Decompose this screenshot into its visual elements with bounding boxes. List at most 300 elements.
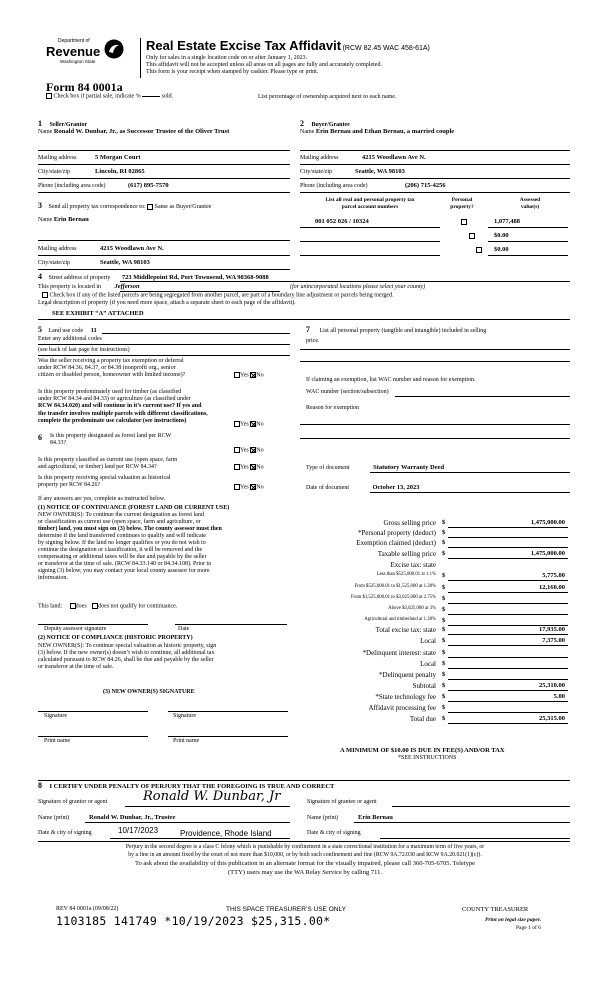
rule <box>300 438 570 439</box>
rule <box>300 361 570 362</box>
rule <box>38 624 148 625</box>
print-label: Print name <box>44 738 71 744</box>
this-land-label: This land: <box>38 603 63 610</box>
buyer-city-value[interactable]: Seattle, WA 98103 <box>355 168 405 175</box>
assessed-value[interactable]: 1,077,488 <box>494 218 520 225</box>
rule <box>300 227 440 228</box>
timber-question <box>38 389 233 425</box>
yn-timber <box>234 421 264 429</box>
corr-city-label: City/state/zip <box>38 260 70 266</box>
if-any: If any answers are yes, complete as instructed below. <box>38 496 166 502</box>
cashier-stamp: 1103185 141749 *10/19/2023 $25,315.00* <box>56 914 331 928</box>
doc-date <box>306 484 419 492</box>
grantee-name[interactable]: Erin Bernau <box>358 814 393 821</box>
rule <box>488 227 568 228</box>
tax-row-label: *Delinquent interest: state <box>362 649 436 657</box>
rule <box>168 711 288 712</box>
q-line: property per RCW 84.26? <box>38 482 101 489</box>
seller-name-label: Name <box>38 129 53 135</box>
dollar-sign: $ <box>442 617 446 624</box>
dollar-sign: $ <box>442 637 446 644</box>
corr-mail-label: Mailing address <box>38 246 77 252</box>
segregated-checkbox[interactable] <box>42 292 48 298</box>
dollar-sign: $ <box>442 715 446 722</box>
corr-mail-value[interactable]: 4215 Woodlawn Ave N. <box>100 245 164 252</box>
same-as-buyer-label: Same as Buyer/Grantee <box>154 204 212 210</box>
personal-property-checkbox[interactable] <box>461 219 467 225</box>
yes-checkbox[interactable] <box>234 372 240 378</box>
deputy-date-label: Date <box>178 626 190 632</box>
see-back: (see back of last page for instructions) <box>38 347 130 353</box>
text-line: calculated pursuant to RCW 84.26, shall be due and payable by the seller <box>38 657 214 664</box>
rule <box>300 150 570 151</box>
rule <box>395 396 570 397</box>
tax-row-rule <box>448 668 568 669</box>
q-line: under RCW 84.34 and 84.33) or agriculture (as classified under <box>38 396 191 403</box>
title-text: Real Estate Excise Tax Affidavit <box>146 38 342 53</box>
addl-codes: Enter any additional codes <box>38 336 102 342</box>
header-divider <box>140 38 141 78</box>
partial-sold-label: sold. <box>161 93 174 100</box>
buyer-phone-value[interactable]: (206) 715-4256 <box>405 182 446 189</box>
title-cite: (RCW 82.45 WAC 458-61A) <box>342 45 430 52</box>
grantor-name-label: Name (print) <box>38 815 70 821</box>
tax-row-rule <box>448 592 568 593</box>
located-value[interactable]: Jefferson <box>114 283 140 290</box>
text-line: or classification as current use (open space, farm and agriculture, or <box>38 519 201 526</box>
intro-line3: This form is your receipt when stamped by cashier. Please type or print. <box>146 69 319 75</box>
seller-mail <box>38 155 77 162</box>
q-line: Was the seller receiving a property tax exemption or deferral <box>38 358 184 364</box>
no-checkbox[interactable] <box>250 447 256 453</box>
no-checkbox[interactable] <box>250 484 256 490</box>
tax-row-label: Local <box>420 637 436 645</box>
buyer-mail-label: Mailing address <box>300 155 339 161</box>
q-line: complete the predominate use calculator (see instructions) <box>38 417 187 424</box>
seller-phone-value[interactable]: (617) 895-7570 <box>128 182 169 189</box>
tax-row-value[interactable]: 25,315.00 <box>539 715 565 722</box>
tax-row-value[interactable]: 5,775.00 <box>542 572 565 579</box>
perjury-line2: by a fine in an amount fixed by the court of not more than $10,000, or by both such confinement and fine (RCW 9A.72.030 and RCW 9A.20.021(1)(c)). <box>128 852 482 859</box>
assessed-header-1: Assessed <box>519 197 541 203</box>
grantor-city[interactable]: Providence, Rhode Island <box>180 829 272 838</box>
logo-revenue: Revenue <box>46 44 101 59</box>
dollar-sign: $ <box>442 595 446 602</box>
section-number: 8 <box>38 781 42 790</box>
buyer-phone-label: Phone (including area code) <box>300 183 368 189</box>
assessed-value[interactable]: $0.00 <box>494 232 509 239</box>
tax-row-label: *Personal property (deduct) <box>357 529 436 537</box>
street-label: Street address of property <box>48 275 111 281</box>
buyer-name-value[interactable]: Erin Bernau and Ethan Bernau, a married couple <box>315 128 455 135</box>
tax-row-label: Above $3,025,000 at 3% <box>388 606 436 611</box>
send-label: Send all property tax correspondence to: <box>48 204 146 210</box>
grantee-sig-label: Signature of grantee or agent <box>307 799 377 805</box>
form-number: Form 84 0001a <box>46 80 123 94</box>
text-line: by signing below. If the land no longer qualifies or you do not wish to <box>38 540 206 547</box>
tax-row-label: Affidavit processing fee <box>368 704 436 712</box>
rule <box>300 255 440 256</box>
perjury-line3: To ask about the availability of this publication in an alternate format for the visually impaired, please call 360-705-6705. Teletype <box>135 860 475 868</box>
notice-continuance-text <box>38 512 290 582</box>
tax-row-label: From $525,000.01 to $1,525,000 at 1.28% <box>354 584 436 589</box>
grantor-sig-label: Signature of grantor or agent <box>38 799 108 805</box>
rule <box>85 822 290 823</box>
assessed-header-2: value(s) <box>520 203 540 210</box>
text-line: or transferor at the time of sale. <box>38 664 114 671</box>
logo-state: Washington State <box>60 59 96 64</box>
rule <box>38 150 290 151</box>
no-label: No <box>256 372 264 379</box>
tax-row-rule <box>448 580 568 581</box>
dollar-sign: $ <box>442 682 446 689</box>
dollar-sign: $ <box>442 606 446 613</box>
personal-property <box>306 325 486 335</box>
q-line: Is this property designated as forest land per RCW <box>50 433 172 439</box>
tax-row-value[interactable]: 5.00 <box>553 693 565 700</box>
tax-row-value[interactable]: 17,935.00 <box>539 626 565 633</box>
section-number: 5 <box>38 325 42 334</box>
segregated-label: Check box if any of the listed parcels are being segregated from another parcel, are part of a boundary line adjustment or parcels being merged. <box>49 292 394 299</box>
rule <box>370 492 570 493</box>
does-not-label: does not qualify for continuance. <box>98 603 178 610</box>
partial-sale-label: Check box if partial sale, indicate % <box>53 93 141 100</box>
yes-label: Yes <box>240 464 249 471</box>
tax-row-label: Excise tax: state <box>390 561 436 569</box>
forest-question <box>38 433 228 447</box>
text-line: or transferor at the time of sale. (RCW 84.33.140 or 84.34.108). Prior to <box>38 561 212 568</box>
rule <box>110 838 290 839</box>
q-line: 84.33? <box>50 440 67 447</box>
rule <box>300 192 570 193</box>
list-pct: List percentage of ownership acquired next to each name. <box>258 94 397 100</box>
yes-checkbox[interactable] <box>234 464 240 470</box>
buyer-mail-value[interactable]: 4215 Woodlawn Ave N. <box>362 154 426 161</box>
form-title <box>146 38 430 54</box>
land-use-value[interactable]: 11 <box>90 327 97 334</box>
exhibit-ref: SEE EXHIBIT “A” ATTACHED <box>52 310 144 317</box>
text-line: information. <box>38 575 68 582</box>
q-line: citizen or disabled person, homeowner with limited income)? <box>38 372 186 379</box>
grantor-name[interactable]: Ronald W. Dunbar, Jr., Trustee <box>89 814 176 821</box>
rule <box>300 164 570 165</box>
tax-row-label: Total due <box>409 715 436 723</box>
new-owner-sig-title: (3) NEW OWNER(S) SIGNATURE <box>103 689 195 695</box>
q-line: RCW 84.34.020) and will continue in it’s current use? If yes and <box>38 403 202 410</box>
see-instructions: *SEE INSTRUCTIONS <box>398 755 457 761</box>
tax-row-rule <box>448 547 568 548</box>
tax-row-label: From $1,525,000.01 to $3,025,000 at 2.75% <box>350 595 436 600</box>
seller-name <box>38 128 283 136</box>
section-number: 2 <box>300 119 304 128</box>
tax-row-value[interactable]: 12,160.00 <box>539 584 565 591</box>
tax-row-rule <box>448 558 568 559</box>
yes-label: Yes <box>240 421 249 428</box>
rule <box>38 240 290 241</box>
notice-compliance-text <box>38 643 290 671</box>
corr-city-value[interactable]: Seattle, WA 98103 <box>100 259 150 266</box>
q-line: under RCW 84.36, 84.37, or 84.38 (nonprofit org., senior <box>38 365 176 372</box>
personal-property-label: List all personal property (tangible and intangible) included in selling <box>319 328 487 334</box>
tax-row-value[interactable]: 1,475,000.00 <box>530 550 565 557</box>
reason-label: Reason for exemption <box>306 405 359 411</box>
seller-city-value[interactable]: Lincoln, RI 02865 <box>95 168 145 175</box>
tax-row-label: *Delinquent penalty <box>379 671 436 679</box>
parcel-header <box>300 197 440 210</box>
text-line: compensating or additional taxes will be due and payable by the seller <box>38 554 207 561</box>
exemption-question <box>38 358 228 380</box>
yes-label: Yes <box>240 447 249 454</box>
segregated <box>42 292 394 300</box>
no-checkbox[interactable] <box>250 372 256 378</box>
partial-sale <box>46 93 173 101</box>
rule <box>120 281 570 282</box>
legal-size-note: Print on legal size paper. <box>485 917 542 923</box>
print-label-2: Print name <box>173 738 200 744</box>
no-label: No <box>256 484 264 491</box>
tax-row-label: Local <box>420 660 436 668</box>
personal-property-checkbox[interactable] <box>469 233 475 239</box>
tax-row-rule <box>448 712 568 713</box>
yes-label: Yes <box>240 484 249 491</box>
rule <box>380 838 570 839</box>
yes-checkbox[interactable] <box>234 421 240 427</box>
same-as-buyer-checkbox[interactable] <box>147 204 153 210</box>
revenue-logo <box>46 38 126 70</box>
text-line: continue the designation or classification, it will be removed and the <box>38 547 203 554</box>
tax-row-rule <box>448 614 568 615</box>
tax-row-value[interactable]: 1,475,000.00 <box>530 519 565 526</box>
rule <box>175 624 287 625</box>
doc-date-label: Date of document <box>306 485 349 491</box>
no-label: No <box>256 464 264 471</box>
buyer-city-label: City/state/zip <box>300 169 332 175</box>
no-checkbox[interactable] <box>250 464 256 470</box>
rule <box>354 822 570 823</box>
tax-row-label: Taxable selling price <box>377 550 436 558</box>
corr-name-label: Name <box>38 217 53 223</box>
rule <box>38 269 290 270</box>
sig-label-2: Signature <box>173 713 196 719</box>
rule <box>300 424 570 425</box>
no-checkbox[interactable] <box>250 421 256 427</box>
personal-header-1: Personal <box>451 197 473 203</box>
rule <box>300 241 440 242</box>
exemption-label: If claiming an exemption, list WAC number and reason for exemption. <box>306 377 476 383</box>
grantor-date-label: Date & city of signing <box>38 830 92 836</box>
yn-historic <box>234 484 264 492</box>
rule <box>38 192 290 193</box>
yes-label: Yes <box>240 372 249 379</box>
field-label: Mailing address <box>38 155 77 161</box>
revenue-swirl-icon <box>104 39 124 59</box>
text-line: NEW OWNER(S): To continue special valuation as historic property, sign <box>38 643 217 649</box>
notice-compliance: (2) NOTICE OF COMPLIANCE (HISTORIC PROPERTY) <box>38 635 193 641</box>
parcel-header-1: List all real and personal property tax <box>325 197 415 203</box>
yes-checkbox[interactable] <box>234 447 240 453</box>
rule <box>38 178 290 179</box>
section-title: Seller/Grantor <box>49 122 88 128</box>
perjury-line1 <box>40 843 570 851</box>
intro-line2: This affidavit will not be accepted unless all areas on all pages are fully and accurately completed. <box>146 62 382 68</box>
dollar-sign: $ <box>442 539 446 546</box>
tax-row-rule <box>448 634 568 635</box>
seller-name-value[interactable]: Ronald W. Dunbar, Jr., as Successor Trustee of the Oliver Trust <box>53 128 230 135</box>
historic-question <box>38 475 233 489</box>
grantee-date-label: Date & city of signing <box>307 830 361 836</box>
tax-row-label: Gross selling price <box>383 519 436 527</box>
rule <box>125 806 290 807</box>
tax-row-label: Total excise tax: state <box>375 626 436 634</box>
partial-sale-checkbox[interactable] <box>46 93 52 99</box>
tax-row-rule <box>448 723 568 724</box>
text-line: timber) land, you must sign on (3) below. The county assessor must then <box>38 526 222 533</box>
tax-row-rule <box>448 537 568 538</box>
wac-label: WAC number (section/subsection) <box>306 389 389 395</box>
q-line: and agricultural, or timber) land per RCW 84.34? <box>38 464 157 471</box>
legal-desc: Legal description of property (if you need more space, attach a separate sheet to each page of the affidavit). <box>38 300 296 306</box>
partial-pct-field[interactable] <box>142 96 160 97</box>
dollar-sign: $ <box>442 660 446 667</box>
tax-row-label: *State technology fee <box>375 693 436 701</box>
dollar-sign: $ <box>442 529 446 536</box>
current-use-question <box>38 457 233 471</box>
tax-row-value[interactable]: 7,375.00 <box>542 637 565 644</box>
personal-header <box>442 197 482 210</box>
dollar-sign: $ <box>442 626 446 633</box>
sig-label: Signature <box>44 713 67 719</box>
rule <box>38 355 290 356</box>
yn-exemption <box>234 372 264 380</box>
tax-row-value[interactable]: 25,310.00 <box>539 682 565 689</box>
deputy-label: Deputy assessor signature <box>44 626 107 632</box>
grantor-date[interactable]: 10/17/2023 <box>118 826 159 835</box>
rule <box>370 472 570 473</box>
rule <box>102 333 290 334</box>
yn-forest <box>234 447 264 455</box>
page-number: Page 1 of 6 <box>516 925 541 931</box>
dollar-sign: $ <box>442 550 446 557</box>
rule <box>38 711 148 712</box>
parcel-acct[interactable]: 001 052 026 / 10324 <box>315 218 369 225</box>
intro-line1: Only for sales in a single location code on or after January 1, 2023. <box>146 55 308 61</box>
tax-row-rule <box>448 657 568 658</box>
seller-city-label: City/state/zip <box>38 169 70 175</box>
county-treasurer: COUNTY TREASURER <box>462 906 529 913</box>
tax-correspondence <box>38 201 211 211</box>
dollar-sign: $ <box>442 572 446 579</box>
street-value[interactable]: 723 Middlepoint Rd, Port Townsend, WA 98368-9088 <box>121 274 269 281</box>
seller-phone-label: Phone (including area code) <box>38 183 106 189</box>
corr-name-value[interactable]: Erin Bernau <box>53 216 89 223</box>
uninc-note: (for unincorporated locations please select your county) <box>290 284 426 290</box>
tax-row-rule <box>448 701 568 702</box>
tax-row-label: Subtotal <box>412 682 436 690</box>
perjury-notice <box>40 843 570 877</box>
text-line: (3) below. If the new owner(s) doesn’t wish to continue, all additional tax <box>38 650 215 657</box>
tax-row-label: Agricultural and timberland at 1.28% <box>364 617 436 622</box>
tax-row-rule <box>448 603 568 604</box>
section-number: 6 <box>38 433 42 442</box>
yes-checkbox[interactable] <box>234 484 240 490</box>
corr-name <box>38 216 89 224</box>
dollar-sign: $ <box>442 671 446 678</box>
dollar-sign: $ <box>442 584 446 591</box>
text-line: determine if the land transferred continues to qualify and will indicate <box>38 533 206 540</box>
section-number: 3 <box>38 201 42 210</box>
q-line: Is this property classified as current use (open space, farm <box>38 457 178 463</box>
section-number: 1 <box>38 119 42 128</box>
tax-row-rule <box>448 690 568 691</box>
rule <box>38 164 290 165</box>
located-in <box>38 283 140 291</box>
section-title: Buyer/Grantee <box>311 122 350 128</box>
seller-mail-value[interactable]: 5 Morgan Court <box>95 154 141 161</box>
rev-number: REV 84 0001a (09/08/22) <box>56 906 119 912</box>
price-label: price. <box>306 338 320 344</box>
personal-header-2: property? <box>450 203 474 210</box>
section-number: 4 <box>38 272 42 281</box>
doc-type-value[interactable]: Statutory Warranty Deed <box>373 464 445 471</box>
rule <box>38 841 570 842</box>
no-label: No <box>256 421 264 428</box>
assessed-value[interactable]: $0.00 <box>494 246 509 253</box>
does-not-checkbox[interactable] <box>92 603 98 609</box>
dollar-sign: $ <box>442 519 446 526</box>
minimum-note: A MINIMUM OF $10.00 IS DUE IN FEE(S) AND/OR TAX <box>340 747 505 754</box>
perjury-line4: (TTY) users may use the WA Relay Service by calling 711. <box>228 869 382 877</box>
dollar-sign: $ <box>442 649 446 656</box>
grantee-name-label: Name (print) <box>307 815 339 821</box>
rule <box>392 806 570 807</box>
rule <box>38 344 290 345</box>
grantor-signature[interactable]: Ronald W. Dunbar, Jr <box>143 789 281 804</box>
tax-row-label: Less than $525,000.01 at 1.1% <box>376 572 436 577</box>
doc-type-label: Type of document <box>306 465 350 471</box>
does-checkbox[interactable] <box>70 603 76 609</box>
dollar-sign: $ <box>442 704 446 711</box>
rule <box>168 736 288 737</box>
land-use-label: Land use code <box>48 328 84 334</box>
rule <box>38 736 148 737</box>
tax-row-label: Exemption claimed (deduct) <box>356 539 436 547</box>
dollar-sign: $ <box>442 693 446 700</box>
parcel-header-1b: parcel account numbers <box>341 203 399 210</box>
q-line: Is this property receiving special valuation as historical <box>38 475 171 481</box>
rule <box>300 349 570 350</box>
buyer-name-label: Name <box>300 129 315 135</box>
perjury-text-1: Perjury in the second degree is a class C felony which is punishable by confinement in a state correctional institution for a maximum term of five years, or <box>125 844 485 850</box>
section-number: 7 <box>306 325 310 334</box>
doc-type <box>306 464 444 472</box>
treasurer-space: THIS SPACE TREASURER’S USE ONLY <box>226 906 346 913</box>
assessed-header <box>495 197 565 210</box>
q-line: the transfer involves multiple parcels with different classifications, <box>38 410 208 417</box>
text-line: NEW OWNER(S): To continue the current designation as forest land <box>38 512 204 518</box>
q-line: Is this property predominately used for timber (as classified <box>38 389 182 395</box>
tax-row-rule <box>448 645 568 646</box>
doc-date-value[interactable]: October 13, 2023 <box>372 484 420 491</box>
rule <box>300 178 570 179</box>
located-label: This property is located in <box>38 284 101 290</box>
personal-property-checkbox[interactable] <box>476 247 482 253</box>
rule <box>488 255 568 256</box>
this-land <box>38 603 177 611</box>
no-label: No <box>256 447 264 454</box>
rule <box>38 319 570 320</box>
notice-continuance: (1) NOTICE OF CONTINUANCE (FOREST LAND OR CURRENT USE) <box>38 505 230 511</box>
rule <box>488 241 568 242</box>
